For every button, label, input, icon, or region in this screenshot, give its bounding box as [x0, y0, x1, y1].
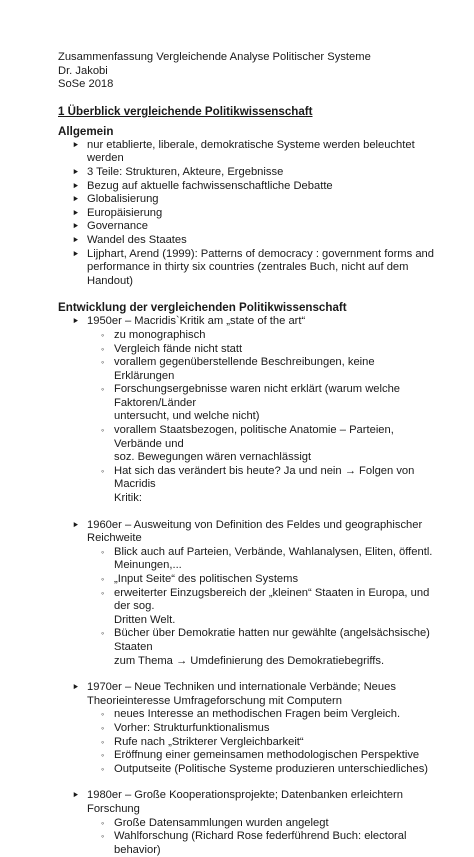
circle-bullet-icon: ◦	[101, 357, 105, 368]
arrow-bullet-icon: ⯈	[72, 180, 80, 191]
list-item: ⯈ Lijphart, Arend (1999): Patterns of democracy : government forms and performance in thirty six countries (zentrales Buch, nicht auf dem Handout)	[72, 247, 434, 287]
circle-bullet-icon: ◦	[101, 329, 105, 340]
arrow-bullet-icon: ⯈	[72, 234, 80, 245]
sub-list-item: ◦ Vergleich fände nicht statt	[101, 342, 243, 355]
sub-list-item: ◦ Vorher: Strukturfunktionalismus	[101, 721, 270, 734]
sub-list-item: ◦ Rufe nach „Strikterer Vergleichbarkeit“	[101, 735, 304, 748]
arrow-bullet-icon: ⯈	[72, 166, 80, 177]
circle-bullet-icon: ◦	[101, 763, 105, 774]
subheading-allgemein: Allgemein	[58, 124, 114, 138]
circle-bullet-icon: ◦	[101, 722, 105, 733]
arrow-bullet-icon: ⯈	[72, 139, 80, 150]
circle-bullet-icon: ◦	[101, 343, 105, 354]
sub-list-item: ◦ Eröffnung einer gemeinsamen methodologischen Perspektive	[101, 749, 420, 762]
circle-bullet-icon: ◦	[101, 425, 105, 436]
list-item: ⯈ Europäisierung	[72, 206, 163, 219]
sub-list-item: ◦ Blick auch auf Parteien, Verbände, Wahlanalysen, Eliten, öffentl. Meinungen,...	[101, 545, 433, 572]
circle-bullet-icon: ◦	[101, 817, 105, 828]
list-item-1980er: ⯈ 1980er – Große Kooperationsprojekte; Datenbanken erleichtern Forschung	[72, 789, 403, 815]
arrow-bullet-icon: ⯈	[72, 221, 80, 232]
list-item: ⯈ Wandel des Staates	[72, 233, 187, 246]
sub-list-item: ◦ vorallem Staatsbezogen, politische Anatomie – Parteien, Verbände und soz. Bewegungen wären vernachlässigt	[101, 424, 394, 464]
circle-bullet-icon: ◦	[101, 736, 105, 747]
sub-list-item: ◦ zu monographisch	[101, 328, 206, 341]
sub-list-item: ◦ erweiterter Einzugsbereich der „kleinen“ Staaten in Europa, und der sog. Dritten Welt.	[101, 586, 430, 626]
allgemein-list	[58, 139, 438, 289]
section-heading-overview: 1 Überblick vergleichende Politikwissenschaft	[58, 104, 313, 118]
sub-list-item: ◦ Große Datensammlungen wurden angelegt	[101, 816, 329, 829]
list-item-1950er: ⯈ 1950er – Macridis`Kritik am „state of the art“	[72, 315, 306, 328]
list-item-1960er: ⯈ 1960er – Ausweitung von Definition des Feldes und geographischer Reichweite	[72, 518, 423, 545]
arrow-bullet-icon: ⯈	[72, 790, 80, 801]
entwicklung-list	[58, 315, 438, 505]
sub-list-item: ◦ Hat sich das verändert bis heute? Ja und nein → Folgen von Macridis Kritik:	[101, 464, 415, 505]
sub-list-item: ◦ Bücher über Demokratie hatten nur gewählte (angelsächsische) Staaten zum Thema → Umdefinierung des Demokratiebegriffs.	[101, 627, 430, 667]
entwicklung-list-1960	[58, 519, 438, 669]
circle-bullet-icon: ◦	[101, 587, 105, 598]
arrow-bullet-icon: ⯈	[72, 519, 80, 530]
circle-bullet-icon: ◦	[101, 750, 105, 761]
subheading-entwicklung: Entwicklung der vergleichenden Politikwissenschaft	[58, 301, 347, 315]
circle-bullet-icon: ◦	[101, 574, 105, 584]
sub-list-item: ◦ vorallem gegenüberstellende Beschreibungen, keine Erklärungen	[101, 356, 375, 382]
circle-bullet-icon: ◦	[101, 831, 105, 842]
list-item: ⯈ Globalisierung	[72, 193, 159, 206]
sub-list-item: ◦ Forschungsergebnisse waren nicht erklärt (warum welche Faktoren/Länder untersucht, und welche nicht)	[101, 383, 401, 423]
sub-list-item: ◦ Outputseite (Politische Systeme produzieren unterschiedliches)	[101, 762, 429, 775]
circle-bullet-icon: ◦	[101, 628, 105, 639]
circle-bullet-icon: ◦	[101, 384, 105, 395]
doc-title: Zusammenfassung Vergleichende Analyse Politischer Systeme	[58, 51, 371, 63]
arrow-bullet-icon: ⯈	[72, 316, 80, 327]
doc-author: Dr. Jakobi	[58, 64, 108, 77]
list-item: ⯈ Bezug auf aktuelle fachwissenschaftliche Debatte	[72, 179, 333, 192]
sub-list-item: ◦ neues Interesse an methodischen Fragen beim Vergleich.	[101, 708, 401, 721]
doc-semester: SoSe 2018	[58, 78, 114, 91]
entwicklung-list-1970	[58, 681, 438, 776]
list-item: ⯈ Governance	[72, 220, 148, 233]
arrow-bullet-icon: ⯈	[72, 194, 80, 205]
list-item: ⯈ 3 Teile: Strukturen, Akteure, Ergebnisse	[72, 165, 284, 178]
circle-bullet-icon: ◦	[101, 546, 105, 557]
circle-bullet-icon: ◦	[101, 465, 105, 476]
circle-bullet-icon: ◦	[101, 709, 105, 720]
sub-list-item: ◦ „Input Seite“ des politischen Systems	[101, 573, 299, 585]
list-item: ⯈ nur etablierte, liberale, demokratische Systeme werden beleuchtet werden	[72, 138, 415, 165]
document-content	[58, 51, 438, 857]
arrow-bullet-icon: ⯈	[72, 207, 80, 218]
arrow-bullet-icon: ⯈	[72, 682, 80, 693]
entwicklung-list-1980	[58, 789, 438, 857]
arrow-bullet-icon: ⯈	[72, 248, 80, 259]
list-item-1970er: ⯈ 1970er – Neue Techniken und internationale Verbände; Neues Theorieinteresse Umfrageforschung mit Computern	[72, 681, 396, 707]
sub-list-item: ◦ Wahlforschung (Richard Rose federführend Buch: electoral behavior)	[101, 830, 407, 856]
